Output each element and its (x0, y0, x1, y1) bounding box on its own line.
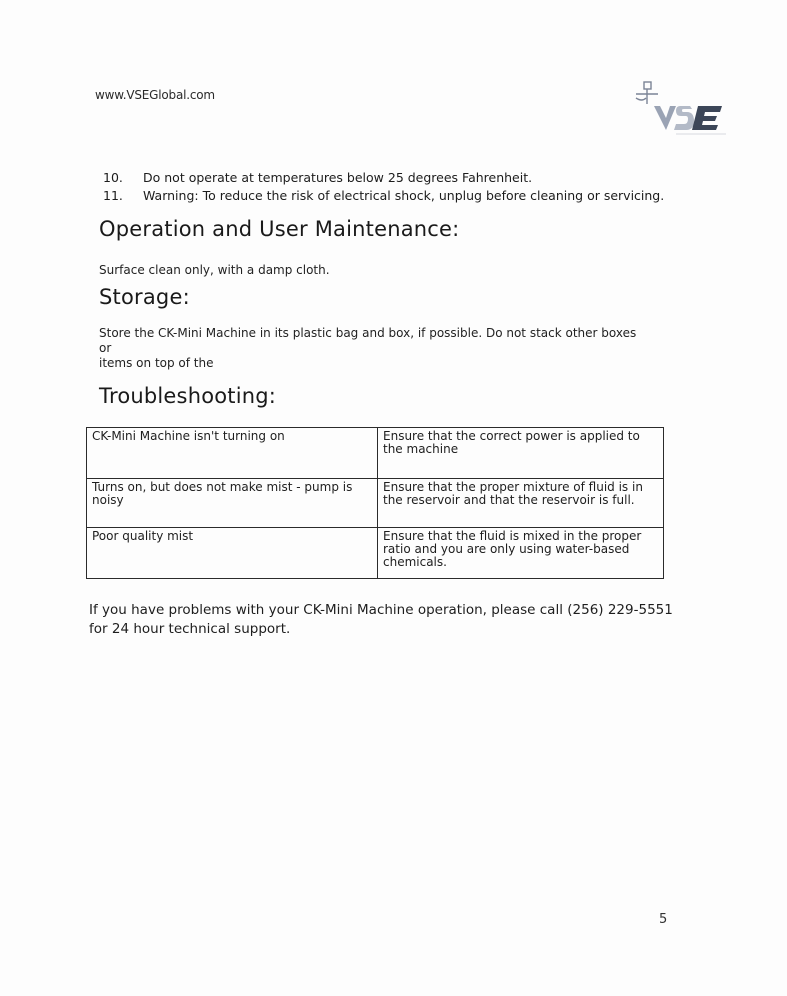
warning-item-11 (103, 188, 664, 203)
storage-text (99, 326, 659, 371)
website-url: www.VSEGlobal.com (95, 88, 215, 102)
storage-line-1: Store the CK-Mini Machine in its plastic bag and box, if possible. Do not stack other boxes (99, 326, 637, 340)
warning-item-10 (103, 170, 532, 185)
solution-cell: Ensure that the proper mixture of fluid is in the reservoir and that the reservoir is full. (378, 479, 664, 528)
warning-text: Do not operate at temperatures below 25 degrees Fahrenheit. (143, 170, 533, 185)
warning-text: Warning: To reduce the risk of electrical shock, unplug before cleaning or servicing. (143, 188, 665, 203)
solution-cell: Ensure that the correct power is applied to the machine (378, 428, 664, 479)
support-text: If you have problems with your CK-Mini Machine operation, please call (256) 229-5551 for 24 hour technical support. (89, 602, 673, 637)
troubleshooting-heading: Troubleshooting: (99, 384, 277, 408)
page-number: 5 (659, 912, 668, 927)
warning-number: 10. (103, 170, 123, 185)
warning-number: 11. (103, 188, 123, 203)
table-row (87, 479, 664, 528)
table-row (87, 528, 664, 579)
problem-cell: Turns on, but does not make mist - pump is noisy (87, 479, 378, 528)
solution-cell: Ensure that the fluid is mixed in the proper ratio and you are only using water-based chemicals. (378, 528, 664, 579)
storage-heading: Storage: (99, 285, 190, 309)
vse-logo (632, 78, 732, 138)
problem-cell: Poor quality mist (87, 528, 378, 579)
table-row (87, 428, 664, 479)
operation-heading: Operation and User Maintenance: (99, 217, 460, 241)
problem-cell: CK-Mini Machine isn't turning on (87, 428, 378, 479)
operation-text: Surface clean only, with a damp cloth. (99, 263, 330, 277)
storage-line-2: or (99, 341, 112, 355)
storage-line-3: items on top of the (99, 356, 214, 370)
troubleshooting-table (86, 427, 664, 579)
